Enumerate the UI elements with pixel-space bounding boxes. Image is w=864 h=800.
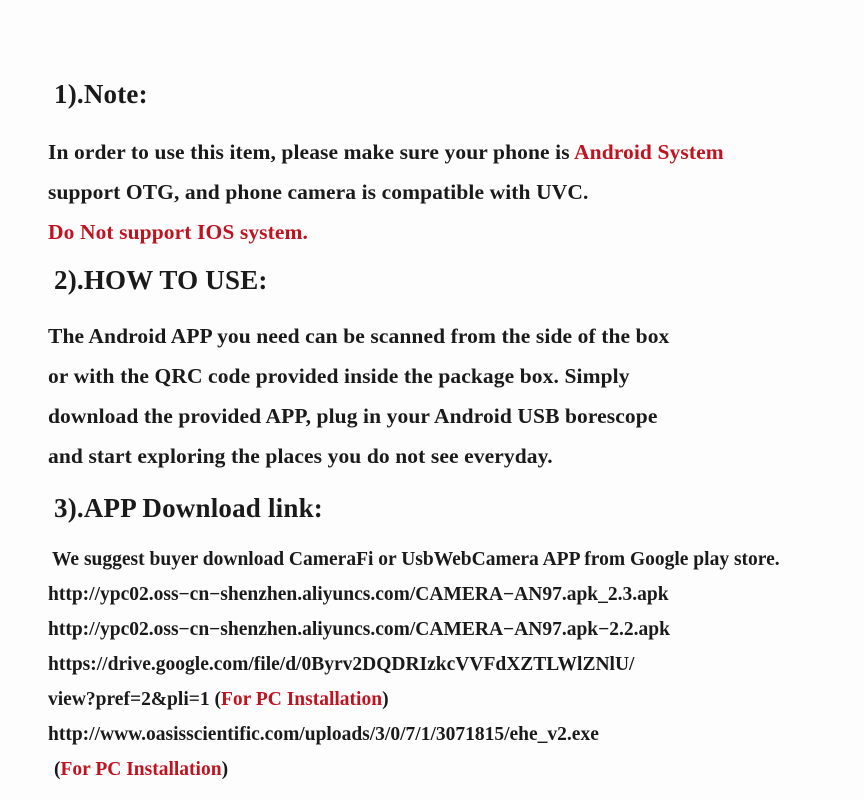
- apk-link-2-2: http://ypc02.oss−cn−shenzhen.aliyuncs.com/CAMERA−AN97.apk−2.2.apk: [48, 619, 670, 640]
- apk-link-2-3: http://ypc02.oss−cn−shenzhen.aliyuncs.com/CAMERA−AN97.apk_2.3.apk: [48, 584, 669, 605]
- how-to-use-line-4: and start exploring the places you do not see everyday.: [48, 444, 553, 468]
- note-line-2: support OTG, and phone camera is compatible with UVC.: [48, 180, 589, 204]
- how-to-use-heading: 2).HOW TO USE:: [54, 265, 268, 295]
- pc-note-2-open-paren: (: [54, 759, 61, 780]
- pc-installation-note-2: [54, 752, 830, 787]
- gdrive-link-line-2: [48, 682, 830, 717]
- how-to-use-line-3: download the provided APP, plug in your Android USB borescope: [48, 404, 658, 428]
- how-to-use-line-2: or with the QRC code provided inside the package box. Simply: [48, 364, 630, 388]
- note-line-1-text: In order to use this item, please make sure your phone is: [48, 140, 575, 164]
- pc-note-open-paren: (: [214, 689, 221, 710]
- section-note: [48, 80, 830, 252]
- android-system-highlight: Android System: [574, 140, 724, 164]
- gdrive-link-line-2-text: view?pref=2&pli=1: [48, 689, 215, 710]
- pc-installation-note-2-text: For PC Installation: [60, 759, 222, 780]
- gdrive-link-line-1: https://drive.google.com/file/d/0Byrv2DQDRIzkcVVFdXZTLWlZNlU/: [48, 654, 635, 675]
- no-ios-warning: Do Not support IOS system.: [48, 220, 309, 244]
- download-intro: We suggest buyer download CameraFi or UsbWebCamera APP from Google play store.: [52, 549, 780, 570]
- note-line-1: [48, 132, 830, 172]
- section-download-links: [48, 494, 830, 787]
- how-to-use-line-1: The Android APP you need can be scanned from the side of the box: [48, 324, 670, 348]
- pc-note-2-close-paren: ): [221, 759, 229, 780]
- download-heading: 3).APP Download link:: [54, 493, 323, 523]
- pc-installation-note: For PC Installation: [220, 689, 383, 710]
- note-heading: 1).Note:: [54, 79, 148, 109]
- pc-note-close-paren: ): [382, 689, 389, 710]
- exe-link: http://www.oasisscientific.com/uploads/3/0/7/1/3071815/ehe_v2.exe: [48, 724, 599, 745]
- section-how-to-use: [48, 266, 830, 476]
